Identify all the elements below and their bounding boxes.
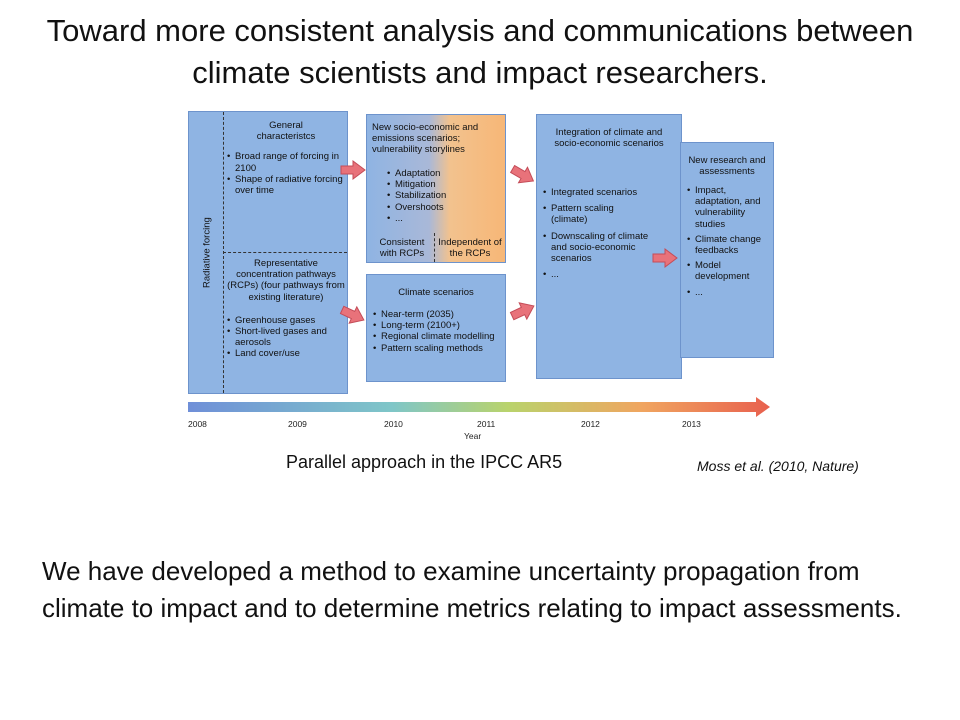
rcp-section <box>227 258 345 360</box>
radiative-divider-horizontal <box>223 252 347 253</box>
list-item: • Mitigation <box>387 179 487 190</box>
list-item: • Near-term (2035) <box>373 309 503 320</box>
socio-divider <box>434 233 435 262</box>
socio-economic-heading: New socio-economic and emissions scenarios; vulnerability storylines <box>372 122 479 156</box>
list-item: • Downscaling of climate and socio-economic scenarios <box>543 231 651 265</box>
radiative-forcing-box <box>188 111 348 394</box>
list-item: • Short-lived gases and aerosols <box>227 326 345 348</box>
list-item: • Regional climate modelling <box>373 331 503 342</box>
list-item: • Pattern scaling (climate) <box>543 203 651 225</box>
arrow-icon <box>507 160 540 190</box>
independent-of-rcps-label: Independent of the RCPs <box>438 237 502 260</box>
list-item: • Shape of radiative forcing over time <box>227 174 345 196</box>
new-research-heading: New research and assessments <box>688 155 766 178</box>
list-item: • Pattern scaling methods <box>373 343 503 354</box>
general-characteristics <box>227 120 345 196</box>
year-tick: 2008 <box>188 419 207 429</box>
list-item: • Stabilization <box>387 190 487 201</box>
list-item: • Greenhouse gases <box>227 315 345 326</box>
year-axis-label: Year <box>464 431 482 441</box>
body-text: We have developed a method to examine uncertainty propagation from climate to impact and to determine metrics relating to impact assessments. <box>42 556 902 623</box>
integration-list <box>543 187 651 280</box>
climate-scenarios-box <box>366 274 506 382</box>
list-item: • ... <box>543 269 651 280</box>
socio-economic-box <box>366 114 506 263</box>
list-item: • Broad range of forcing in 2100 <box>227 151 345 173</box>
general-characteristics-heading: General characteristcs <box>256 120 316 143</box>
list-item: • Adaptation <box>387 168 487 179</box>
socio-economic-list <box>387 168 487 224</box>
climate-scenarios-heading: Climate scenarios <box>398 287 474 298</box>
general-characteristics-list <box>227 151 345 196</box>
list-item: • Land cover/use <box>227 348 345 359</box>
list-item: • ... <box>687 287 769 298</box>
year-tick: 2012 <box>581 419 600 429</box>
slide-title: Toward more consistent analysis and communications between climate scientists and impact researchers. <box>46 13 914 90</box>
figure-caption: Parallel approach in the IPCC AR5 <box>286 452 563 472</box>
rcp-heading: Representative concentration pathways (RCPs) (four pathways from existing literature) <box>227 258 345 303</box>
timeline-arrow <box>188 397 772 417</box>
arrow-icon <box>652 248 678 268</box>
new-research-box <box>680 142 774 358</box>
list-item: • Long-term (2100+) <box>373 320 503 331</box>
year-tick: 2013 <box>682 419 701 429</box>
list-item: • Climate change feedbacks <box>687 234 769 256</box>
climate-scenarios-list <box>373 309 503 354</box>
list-item: • Integrated scenarios <box>543 187 651 198</box>
year-tick: 2009 <box>288 419 307 429</box>
arrow-icon <box>507 296 539 325</box>
list-item: • ... <box>387 213 487 224</box>
year-tick: 2010 <box>384 419 403 429</box>
list-item: • Model development <box>687 260 769 282</box>
integration-heading: Integration of climate and socio-economic scenarios <box>554 127 664 150</box>
rcp-list <box>227 315 345 360</box>
integration-box <box>536 114 682 379</box>
consistent-with-rcps-label: Consistent with RCPs <box>379 237 425 260</box>
list-item: • Impact, adaptation, and vulnerability studies <box>687 185 769 230</box>
year-tick: 2011 <box>477 419 496 429</box>
new-research-list <box>687 185 769 298</box>
ipcc-diagram <box>185 108 785 448</box>
arrow-icon <box>340 160 366 180</box>
list-item: • Overshoots <box>387 202 487 213</box>
radiative-forcing-label: Radiative forcing <box>201 217 213 288</box>
citation: Moss et al. (2010, Nature) <box>697 458 859 474</box>
